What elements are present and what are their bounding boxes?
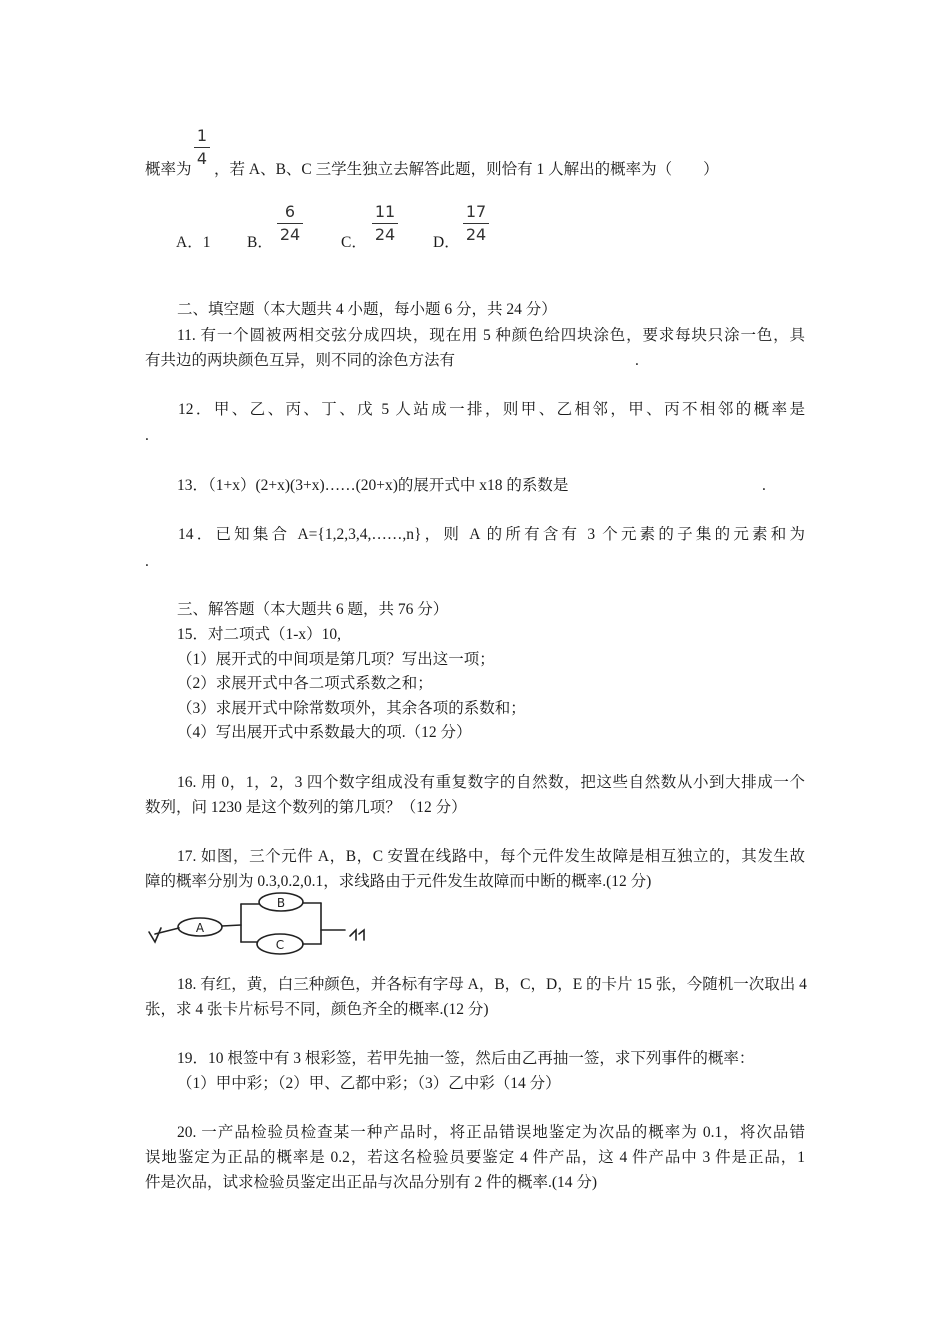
q11-end: . bbox=[635, 352, 639, 369]
q14-line2: . bbox=[145, 553, 149, 570]
option-d-label: D． bbox=[433, 234, 460, 251]
option-d-denominator: 24 bbox=[465, 225, 487, 244]
q10-prefix: 概率为 bbox=[145, 161, 192, 178]
fraction-bar bbox=[372, 223, 398, 224]
q15-line: 15．对二项式（1-x）10, bbox=[177, 626, 342, 643]
q12-line1: 12．甲、乙、丙、丁、戊 5 人站成一排，则甲、乙相邻，甲、丙不相邻的概率是 bbox=[178, 401, 805, 418]
q13-end: . bbox=[762, 477, 766, 494]
q11-line2: 有共边的两块颜色互异，则不同的涂色方法有 bbox=[145, 352, 456, 369]
option-b-numerator: 6 bbox=[284, 202, 296, 221]
q18-line2: 张，求 4 张卡片标号不同，颜色齐全的概率.(12 分) bbox=[145, 1001, 489, 1018]
circuit-wire bbox=[155, 928, 179, 934]
element-b-label: B bbox=[276, 896, 286, 910]
fraction-denominator: 4 bbox=[196, 149, 208, 168]
option-d-numerator: 17 bbox=[465, 202, 487, 221]
q16-line2: 数列，问 1230 是这个数列的第几项？（12 分） bbox=[145, 799, 467, 816]
fraction-numerator: 1 bbox=[196, 126, 208, 145]
q16-line1: 16. 用 0，1，2，3 四个数字组成没有重复数字的自然数，把这些自然数从小到大排成一个 bbox=[177, 774, 805, 791]
q15-line: （3）求展开式中除常数项外，其余各项的系数和； bbox=[177, 700, 526, 717]
fraction-bar bbox=[463, 223, 489, 224]
q19-line2: （1）甲中彩；（2）甲、乙都中彩；（3）乙中彩（14 分） bbox=[177, 1075, 561, 1092]
section3-heading: 三、解答题（本大题共 6 题，共 76 分） bbox=[177, 601, 449, 618]
q15-line: （1）展开式的中间项是第几项？写出这一项； bbox=[177, 651, 495, 668]
option-c-label: C． bbox=[341, 234, 367, 251]
q20-line2: 误地鉴定为正品的概率是 0.2，若这名检验员要鉴定 4 件产品，这 4 件产品中 3 件是正品，1 bbox=[145, 1149, 805, 1166]
q14-line1: 14．已知集合 A={1,2,3,4,……,n}，则 A 的所有含有 3 个元素的子集的元素和为 bbox=[178, 526, 805, 543]
option-c-numerator: 11 bbox=[374, 202, 396, 221]
option-c-denominator: 24 bbox=[374, 225, 396, 244]
fraction-bar bbox=[194, 147, 210, 148]
q13-text: 13．（1+x）(2+x)(3+x)……(20+x)的展开式中 x18 的系数是 bbox=[177, 477, 569, 494]
q18-line1: 18. 有红，黄，白三种颜色，并各标有字母 A，B，C，D，E 的卡片 15 张，今随机一次取出 4 bbox=[177, 976, 807, 993]
q15-line: （4）写出展开式中系数最大的项.（12 分） bbox=[177, 724, 472, 741]
option-b-label: B． bbox=[247, 234, 273, 251]
q19-line1: 19．10 根签中有 3 根彩签，若甲先抽一签，然后由乙再抽一签，求下列事件的概率： bbox=[177, 1050, 755, 1067]
q20-line3: 件是次品，试求检验员鉴定出正品与次品分别有 2 件的概率.(14 分) bbox=[145, 1174, 598, 1191]
option-d-fraction bbox=[463, 202, 489, 245]
circuit-input-mark bbox=[149, 928, 161, 942]
q10-text: ，若 A、B、C 三学生独立去解答此题，则恰有 1 人解出的概率为（ ） bbox=[214, 161, 719, 178]
circuit-wire bbox=[222, 925, 241, 926]
element-c-label: C bbox=[275, 938, 285, 952]
q17-line1: 17. 如图，三个元件 A，B，C 安置在线路中，每个元件发生故障是相互独立的，其发生故 bbox=[177, 848, 805, 865]
q20-line1: 20. 一产品检验员检查某一种产品时，将正品错误地鉴定为次品的概率为 0.1，将次品错 bbox=[177, 1124, 805, 1141]
fraction-one-quarter bbox=[194, 126, 210, 169]
fraction-bar bbox=[277, 223, 303, 224]
section2-heading: 二、填空题（本大题共 4 小题，每小题 6 分，共 24 分） bbox=[177, 301, 557, 318]
q15-line: （2）求展开式中各二项式系数之和； bbox=[177, 675, 433, 692]
q12-line2: . bbox=[145, 427, 149, 444]
element-a-label: A bbox=[195, 921, 205, 935]
option-c-fraction bbox=[372, 202, 398, 245]
q17-line2: 障的概率分别为 0.3,0.2,0.1，求线路由于元件发生故障而中断的概率.(12 分) bbox=[145, 873, 652, 890]
option-b-denominator: 24 bbox=[279, 225, 301, 244]
q11-line1: 11. 有一个圆被两相交弦分成四块，现在用 5 种颜色给四块涂色，要求每块只涂一色，具 bbox=[177, 327, 805, 344]
circuit-diagram bbox=[143, 890, 373, 962]
option-a: A．1 bbox=[176, 234, 211, 251]
circuit-output-mark bbox=[350, 930, 364, 940]
option-b-fraction bbox=[277, 202, 303, 245]
